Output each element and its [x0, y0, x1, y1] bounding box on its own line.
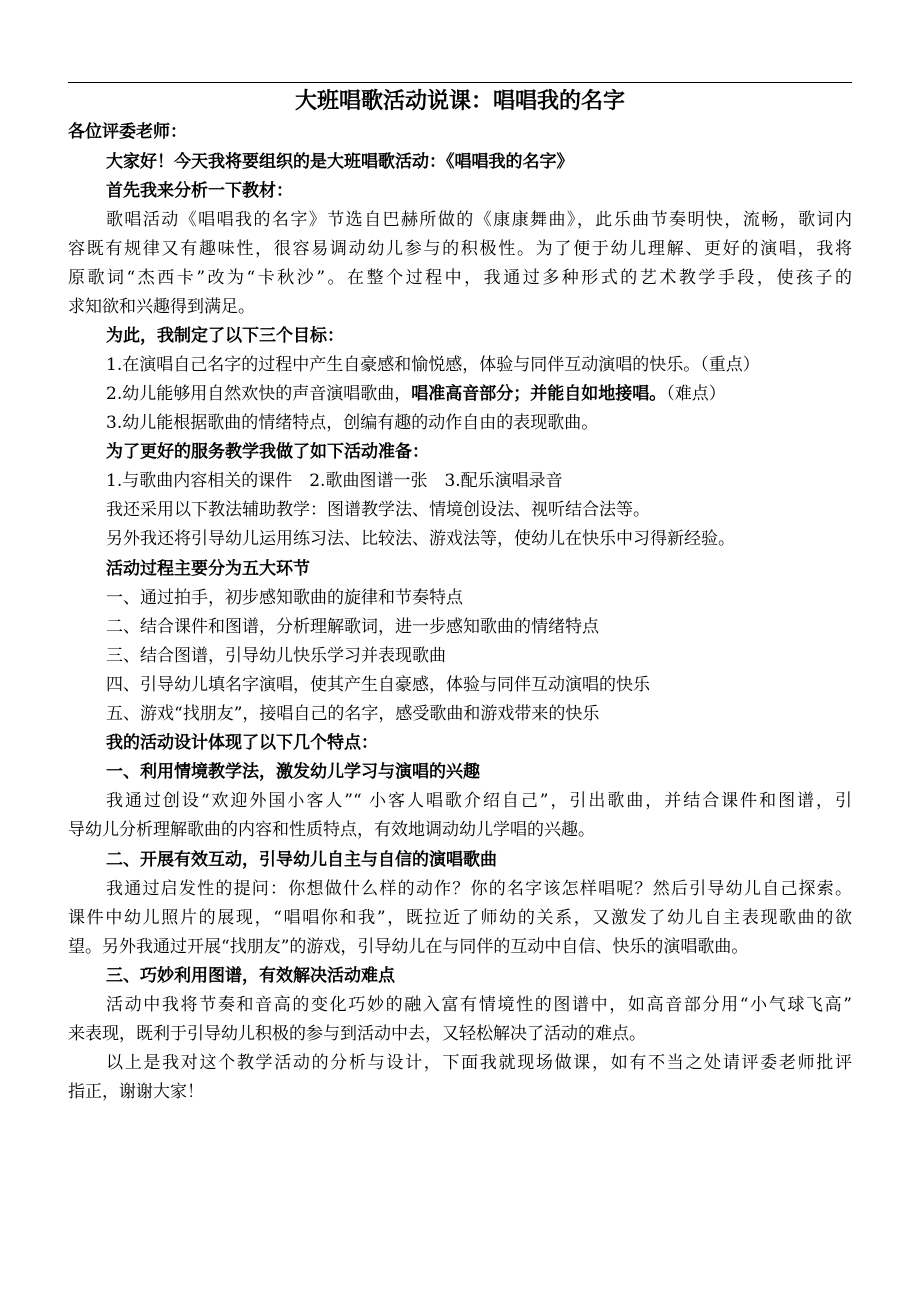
preparation-list: 1.与歌曲内容相关的课件 2.歌曲图谱一张 3.配乐演唱录音: [106, 471, 563, 491]
section-heading-goals: 为此，我制定了以下三个目标：: [106, 326, 344, 346]
closing-line: 以上是我对这个教学活动的分析与设计，下面我就现场做课，如有不当之处请评委老师批评: [106, 1053, 852, 1073]
section-heading-process: 活动过程主要分为五大环节: [106, 559, 310, 579]
goal-emphasis: 唱准高音部分；并能自如地接唱。: [411, 384, 667, 404]
paragraph-line: 课件中幼儿照片的展现，“唱唱你和我”，既拉近了师幼的关系，又激发了幼儿自主表现歌曲的欲: [68, 908, 852, 928]
feature-heading: 三、巧妙利用图谱，有效解决活动难点: [106, 966, 395, 986]
section-heading-material: 首先我来分析一下教材：: [106, 181, 293, 201]
section-heading-preparation: 为了更好的服务教学我做了如下活动准备：: [106, 442, 429, 462]
process-step: 五、游戏“找朋友”，接唱自己的名字，感受歌曲和游戏带来的快乐: [106, 704, 600, 724]
closing-line: 指正，谢谢大家！: [68, 1082, 204, 1102]
greeting: 大家好！今天我将要组织的是大班唱歌活动：《唱唱我的名字》: [106, 152, 574, 172]
goal-note: （难点）: [666, 384, 726, 404]
feature-heading: 二、开展有效互动，引导幼儿自主与自信的演唱歌曲: [106, 850, 497, 870]
paragraph-line: 容既有规律又有趣味性，很容易调动幼儿参与的积极性。为了便于幼儿理解、更好的演唱，我将: [68, 239, 852, 259]
paragraph-line: 我通过创设“欢迎外国小客人”“ 小客人唱歌介绍自己”，引出歌曲，并结合课件和图谱，引: [106, 791, 852, 811]
header-rule: [68, 82, 852, 83]
document-title: 大班唱歌活动说课：唱唱我的名字: [294, 89, 625, 114]
paragraph-line: 望。另外我通过开展“找朋友”的游戏，引导幼儿在与同伴的互动中自信、快乐的演唱歌曲。: [68, 937, 749, 957]
process-step: 四、引导幼儿填名字演唱，使其产生自豪感，体验与同伴互动演唱的快乐: [106, 675, 650, 695]
feature-heading: 一、利用情境教学法，激发幼儿学习与演唱的兴趣: [106, 762, 480, 782]
paragraph-line: 活动中我将节奏和音高的变化巧妙的融入富有情境性的图谱中，如高音部分用“小气球飞高”: [106, 995, 852, 1015]
process-step: 三、结合图谱，引导幼儿快乐学习并表现歌曲: [106, 646, 446, 666]
goal-text: 2.幼儿能够用自然欢快的声音演唱歌曲，: [106, 384, 412, 404]
process-step: 二、结合课件和图谱，分析理解歌词，进一步感知歌曲的情绪特点: [106, 617, 599, 637]
goal-item: [106, 380, 726, 408]
paragraph-line: 歌唱活动《唱唱我的名字》节选自巴赫所做的《康康舞曲》，此乐曲节奏明快，流畅，歌词内: [106, 210, 852, 230]
paragraph-line: 导幼儿分析理解歌曲的内容和性质特点，有效地调动幼儿学唱的兴趣。: [68, 820, 595, 840]
process-step: 一、通过拍手，初步感知歌曲的旋律和节奏特点: [106, 588, 463, 608]
paragraph-line: 我通过启发性的提问：你想做什么样的动作？你的名字该怎样唱呢？然后引导幼儿自己探索。: [106, 879, 852, 899]
paragraph-line: 原歌词“杰西卡”改为“卡秋沙”。在整个过程中，我通过多种形式的艺术教学手段，使孩子的: [68, 268, 852, 288]
paragraph-line: 来表现，既利于引导幼儿积极的参与到活动中去，又轻松解决了活动的难点。: [68, 1024, 646, 1044]
paragraph-line: 我还采用以下教法辅助教学：图谱教学法、情境创设法、视听结合法等。: [106, 500, 650, 520]
salutation: 各位评委老师：: [68, 122, 187, 142]
goal-item: 1.在演唱自己名字的过程中产生自豪感和愉悦感，体验与同伴互动演唱的快乐。（重点）: [106, 355, 760, 375]
paragraph-line: 另外我还将引导幼儿运用练习法、比较法、游戏法等，使幼儿在快乐中习得新经验。: [106, 529, 735, 549]
paragraph-line: 求知欲和兴趣得到满足。: [68, 297, 255, 317]
goal-item: 3.幼儿能根据歌曲的情绪特点，创编有趣的动作自由的表现歌曲。: [106, 413, 599, 433]
section-heading-features: 我的活动设计体现了以下几个特点：: [106, 733, 378, 753]
